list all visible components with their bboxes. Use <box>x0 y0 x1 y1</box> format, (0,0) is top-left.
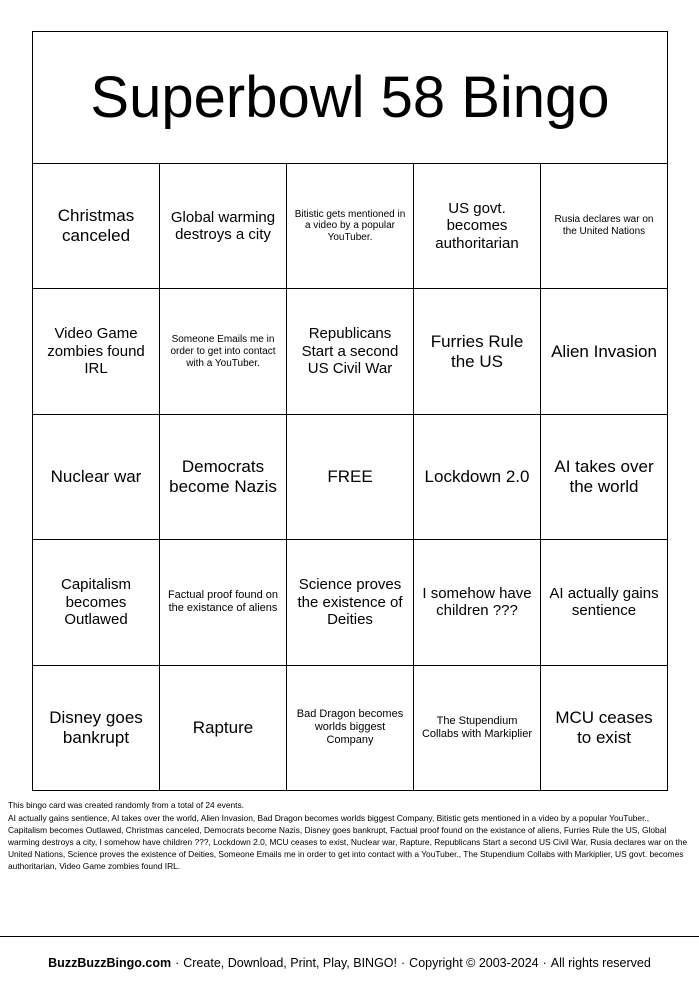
bingo-cell[interactable]: AI takes over the world <box>554 456 654 497</box>
bingo-cell[interactable]: Rusia declares war on the United Nations <box>554 214 654 238</box>
footnote-summary: This bingo card was created randomly from a total of 24 events. <box>8 800 245 810</box>
bingo-cell[interactable]: Video Game zombies found IRL <box>33 289 160 413</box>
footnote-event-list: AI actually gains sentience, AI takes over the world, Alien Invasion, Bad Dragon becomes worlds biggest Company, Bitistic gets mentioned in a video by a popular YouTuber., Capitalism becomes Outlawed, Christmas canceled, Democrats become Nazis, Disney goes bankrupt, Factual proof found on the existance of aliens, Furries Rule the US, Global warming destroys a city, I somehow have children ???, Lockdown 2.0, MCU ceases to exist, Nuclear war, Rapture, Republicans Start a second US Civil War, Rusia declares war on the United Nations, Science proves the existence of Deities, Someone Emails me in order to get into contact with a YouTuber., The Stupendium Collabs with Markiplier, US govt. becomes authoritarian, Video Game zombies found IRL. <box>8 812 688 871</box>
page-footer <box>0 937 699 989</box>
bingo-cell[interactable]: Factual proof found on the existance of aliens <box>160 540 287 664</box>
bingo-cell[interactable]: Alien Invasion <box>551 341 657 361</box>
card-title: Superbowl 58 Bingo <box>33 32 667 164</box>
footer-separator: · <box>175 956 180 970</box>
bingo-cell[interactable]: Democrats become Nazis <box>160 415 287 539</box>
bingo-cell[interactable]: Disney goes bankrupt <box>33 666 160 790</box>
bingo-cell[interactable]: US govt. becomes authoritarian <box>414 164 541 288</box>
bingo-cell[interactable]: I somehow have children ??? <box>414 540 541 664</box>
bingo-cell[interactable]: Bitistic gets mentioned in a video by a popular YouTuber. <box>287 164 414 288</box>
bingo-cell[interactable]: Rapture <box>160 666 287 790</box>
bingo-cell-free[interactable]: FREE <box>287 415 414 539</box>
bingo-cell[interactable]: Global warming destroys a city <box>160 164 287 288</box>
site-brand[interactable]: BuzzBuzzBingo.com <box>48 956 172 970</box>
bingo-cell[interactable]: Someone Emails me in order to get into contact with a YouTuber. <box>160 289 287 413</box>
bingo-grid <box>33 164 667 790</box>
bingo-cell[interactable]: Capitalism becomes Outlawed <box>33 540 160 664</box>
bingo-row <box>33 415 667 540</box>
footer-copyright: Copyright © 2003-2024 <box>409 956 539 970</box>
bingo-cell[interactable]: AI actually gains sentience <box>549 584 659 620</box>
bingo-row <box>33 164 667 289</box>
bingo-row <box>33 289 667 414</box>
bingo-cell[interactable]: MCU ceases to exist <box>555 707 653 747</box>
footer-tagline: Create, Download, Print, Play, BINGO! <box>183 956 397 970</box>
bingo-row <box>33 666 667 790</box>
footer-rights: All rights reserved <box>550 956 651 970</box>
bingo-cell[interactable]: Science proves the existence of Deities <box>287 540 414 664</box>
bingo-cell[interactable]: Bad Dragon becomes worlds biggest Company <box>287 666 414 790</box>
bingo-cell[interactable]: Nuclear war <box>33 415 160 539</box>
bingo-row <box>33 540 667 665</box>
bingo-card <box>32 31 668 791</box>
bingo-cell[interactable]: Lockdown 2.0 <box>414 415 541 539</box>
bingo-cell[interactable]: The Stupendium Collabs with Markiplier <box>414 666 541 790</box>
bingo-cell[interactable]: Republicans Start a second US Civil War <box>287 289 414 413</box>
footer-separator: · <box>401 956 406 970</box>
bingo-cell[interactable]: Christmas canceled <box>33 164 160 288</box>
bingo-cell[interactable]: Furries Rule the US <box>414 289 541 413</box>
footer-separator: · <box>542 956 547 970</box>
card-footnote <box>8 800 690 873</box>
